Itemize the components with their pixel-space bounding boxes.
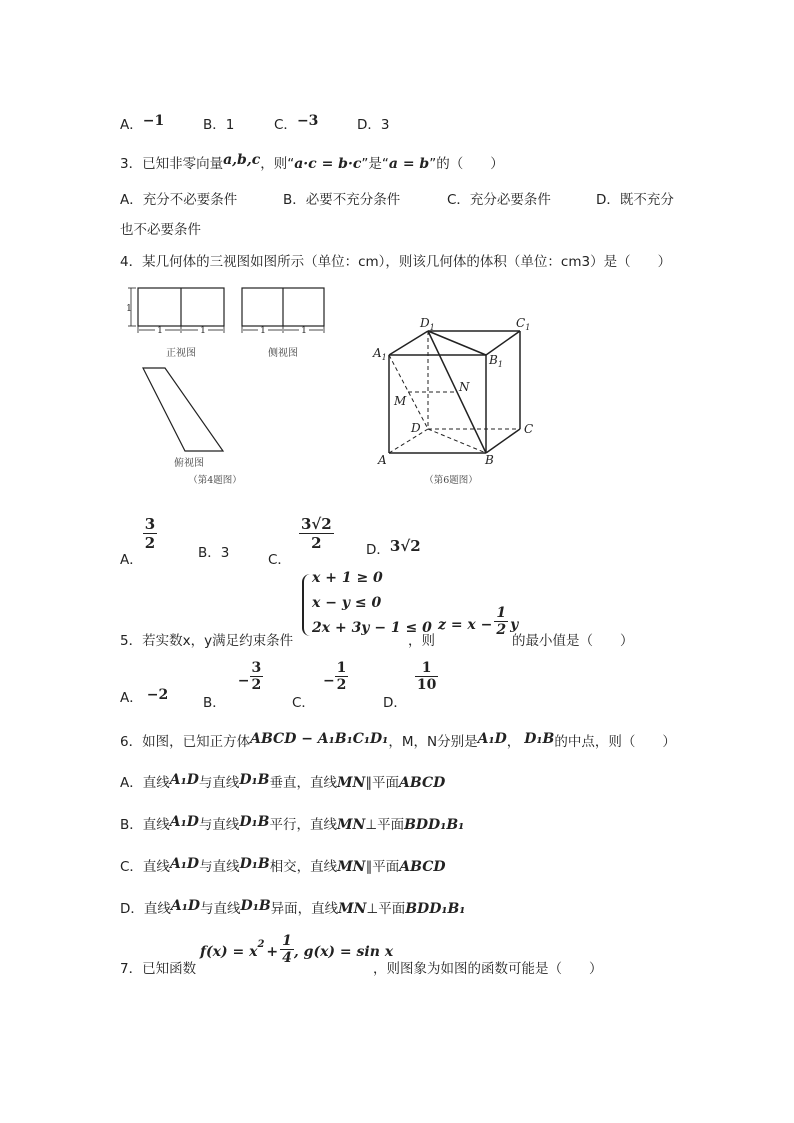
q4-option-c: C． $\frac{3√2}{2}$: [268, 515, 332, 568]
vertex-d: D: [411, 421, 421, 435]
q7-prefix: 7．已知函数: [120, 961, 197, 977]
figure-4-caption: （第4题图）: [188, 475, 242, 486]
q6-option-a: A．直线A₁D与直线D₁B垂直，直线MN∥平面ABCD: [120, 772, 446, 791]
q3-option-c: C．充分必要条件: [447, 192, 551, 208]
q4-option-a: A． $\frac{3}{2}$: [120, 515, 156, 568]
q6-segment-1: A₁D: [477, 731, 507, 747]
top-view-label: 俯视图: [174, 458, 204, 469]
q5-option-b-fraction: $\frac{3}{2}$: [251, 660, 262, 693]
vertex-d1: $D_1$: [420, 316, 435, 332]
vertex-b: B: [485, 453, 494, 467]
cube-figure: [368, 312, 558, 492]
q5-objective-fraction: $\frac{1}{2}$: [496, 605, 507, 638]
q7-fraction: $\frac{1}{4}$: [282, 933, 292, 966]
cube-hidden-edges: [389, 331, 520, 453]
q4-option-b-value: 3: [220, 545, 230, 561]
q2-option-a-label: A．: [120, 117, 143, 133]
q4-stem: 4．某几何体的三视图如图所示（单位：cm），则该几何体的体积（单位：cm3）是（ ）: [120, 254, 672, 270]
q2-options: [120, 113, 164, 133]
side-view-label: 侧视图: [268, 348, 298, 359]
q3-option-d: D．既不充分: [596, 192, 674, 208]
q2-option-a-value: −1: [142, 113, 165, 129]
q3-vectors: a,b,c: [223, 152, 261, 168]
q5-option-b: B．− $\frac{3}{2}$: [203, 660, 262, 711]
q5-prefix: 5．若实数x，y满足约束条件: [120, 633, 294, 649]
q2-option-b-value: 1: [225, 117, 235, 133]
figure-6-caption: （第6题图）: [424, 475, 478, 486]
q7-function-formula: $f(x) = x^2$ + $\frac{1}{4}$ , g(x) = sin x: [200, 933, 394, 966]
q2-option-c-value: −3: [296, 113, 319, 129]
side-view: [242, 288, 324, 333]
constraint-3: 2x + 3y − 1 ≤ 0: [312, 620, 432, 636]
vertex-c: C: [524, 422, 534, 436]
q2-option-d: D．3: [357, 117, 390, 133]
constraint-brace: [302, 574, 312, 636]
q4-option-b: B．3: [198, 545, 230, 561]
q2-option-d-value: 3: [380, 117, 390, 133]
q5-option-a-value: −2: [146, 687, 169, 703]
constraint-2: x − y ≤ 0: [312, 595, 382, 611]
point-n: N: [459, 380, 470, 394]
front-view-dim-right: 1: [200, 326, 206, 336]
q4-option-d: D．3√2: [366, 537, 421, 558]
side-view-dim-right: 1: [301, 326, 307, 336]
q6-stem: 6．如图，已知正方体ABCD − A₁B₁C₁D₁，M，N分别是A₁D， D₁B的中点，则（ ）: [120, 731, 676, 750]
q4-option-c-fraction: $\frac{3√2}{2}$: [300, 515, 332, 552]
q5-objective: z = x − $\frac{1}{2}$ y: [438, 605, 519, 638]
q5-option-c-fraction: $\frac{1}{2}$: [336, 660, 347, 693]
vertex-a1: $A_1$: [373, 346, 387, 362]
top-view: [143, 368, 223, 451]
q6-option-c: C．直线A₁D与直线D₁B相交，直线MN∥平面ABCD: [120, 856, 446, 875]
constraint-1: x + 1 ≥ 0: [312, 570, 383, 586]
q6-cube-name: ABCD − A₁B₁C₁D₁: [250, 731, 389, 747]
front-view: [128, 288, 224, 333]
q3-option-d-continued: 也不必要条件: [120, 222, 201, 238]
q6-option-d: D．直线A₁D与直线D₁B异面，直线MN⊥平面BDD₁B₁: [120, 898, 466, 917]
q4-option-d-value: 3√2: [389, 537, 421, 555]
q3-stem: 3．已知非零向量a,b,c，则“a·c = b·c”是“a = b”的（ ）: [120, 152, 504, 172]
q2-option-b: B．1: [203, 117, 235, 133]
front-view-dim-vertical: 1: [126, 304, 132, 314]
front-view-label: 正视图: [166, 348, 196, 359]
front-view-dim-left: 1: [157, 326, 163, 336]
q5-option-c: C．− $\frac{1}{2}$: [292, 660, 347, 711]
q6-option-b: B．直线A₁D与直线D₁B平行，直线MN⊥平面BDD₁B₁: [120, 814, 465, 833]
q7-suffix: ，则图象为如图的函数可能是（ ）: [373, 961, 603, 977]
q3-option-a: A．充分不必要条件: [120, 192, 238, 208]
q6-segment-2: D₁B: [524, 731, 555, 747]
side-view-dim-left: 1: [260, 326, 266, 336]
three-view-figure: [125, 283, 337, 491]
q5-then: ，则: [408, 633, 435, 649]
q5-option-d-fraction: $\frac{1}{10}$: [416, 660, 437, 693]
vertex-c1: $C_1$: [516, 316, 531, 332]
q3-condition-2: a = b: [388, 156, 430, 172]
q4-option-a-fraction: $\frac{3}{2}$: [144, 515, 156, 552]
q2-option-c: C．−3: [274, 113, 319, 133]
q5-option-d: D． $\frac{1}{10}$: [383, 660, 437, 711]
q5-option-a: A． −2: [120, 687, 169, 706]
q5-suffix: 的最小值是（ ）: [512, 633, 634, 649]
vertex-b1: $B_1$: [489, 353, 503, 369]
vertex-a: A: [378, 453, 387, 467]
q3-condition-1: a·c = b·c: [294, 156, 362, 172]
q3-option-b: B．必要不充分条件: [283, 192, 401, 208]
point-m: M: [394, 394, 407, 408]
